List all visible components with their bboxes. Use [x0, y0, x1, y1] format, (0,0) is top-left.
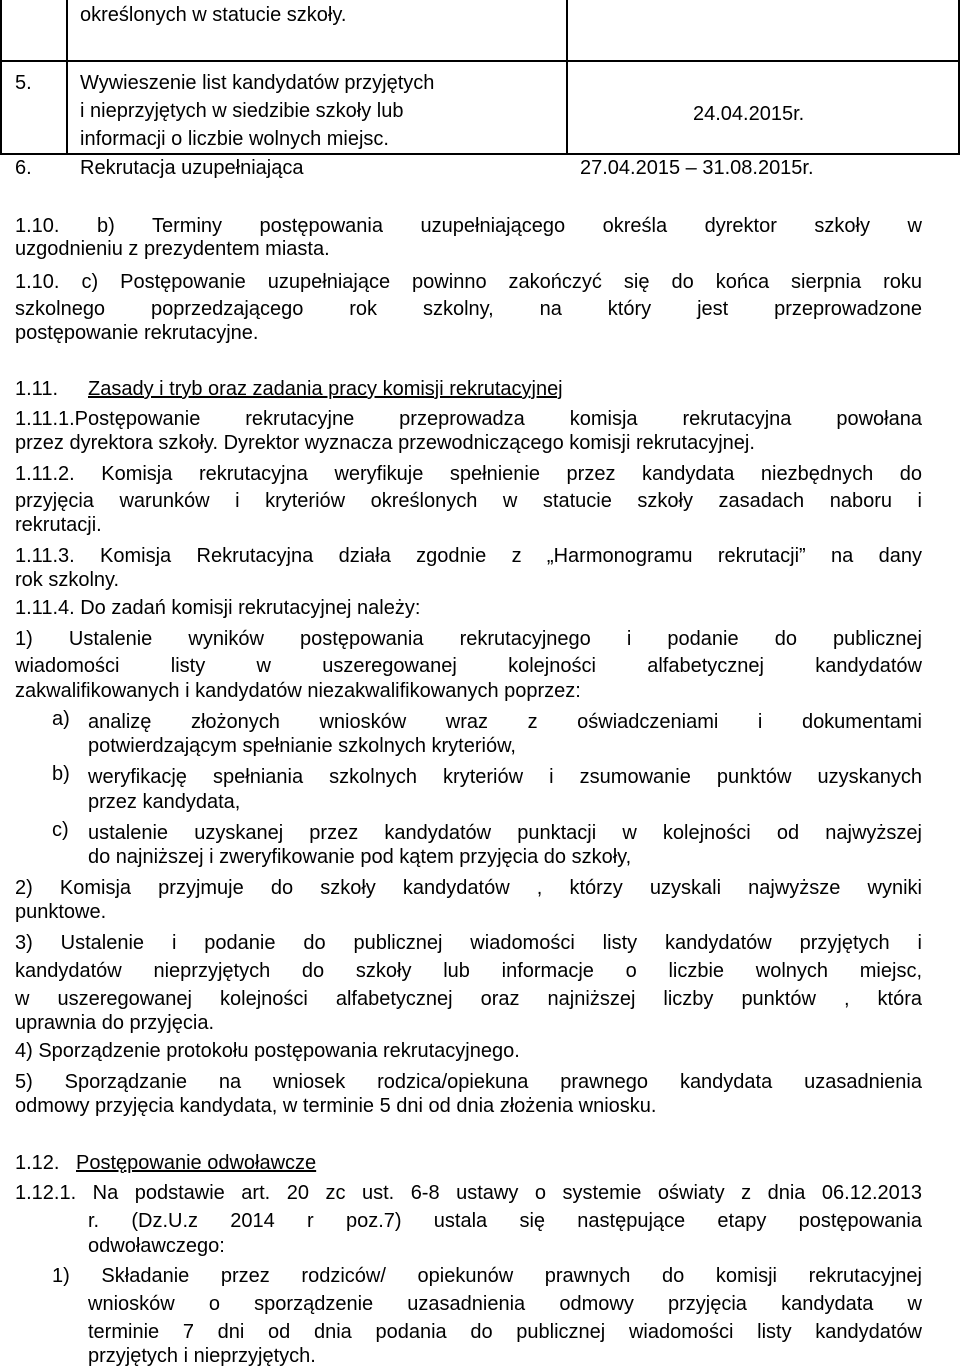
text-line: przyjęcia warunków i kryteriów określonych w statucie szkoły zasadach naboru i — [15, 490, 922, 512]
text-line: wiadomości listy w uszeregowanej kolejności alfabetycznej kandydatów — [15, 655, 922, 677]
text-line: potwierdzającym spełnianie szkolnych kryteriów, — [88, 735, 516, 757]
text-line: 3) Ustalenie i podanie do publicznej wiadomości listy kandydatów przyjętych i — [15, 932, 922, 954]
text-line: odwoławczego: — [88, 1235, 225, 1257]
table-cell: określonych w statucie szkoły. — [80, 4, 347, 26]
list-label: b) — [52, 763, 70, 785]
table-date: 27.04.2015 – 31.08.2015r. — [580, 157, 814, 179]
table-border-col1 — [66, 0, 68, 155]
table-cell: Rekrutacja uzupełniająca — [80, 157, 304, 179]
table-cell: informacji o liczbie wolnych miejsc. — [80, 128, 389, 150]
text-line: uzgodnieniu z prezydentem miasta. — [15, 238, 330, 260]
text-line: przez kandydata, — [88, 791, 241, 813]
text-line: przyjętych i nieprzyjętych. — [88, 1345, 316, 1367]
table-date: 24.04.2015r. — [693, 103, 805, 125]
text-line: wniosków o sporządzenie uzasadnienia odmowy przyjęcia kandydata w — [88, 1293, 922, 1315]
text-line: postępowanie rekrutacyjne. — [15, 322, 259, 344]
table-row-divider — [0, 153, 960, 155]
text-line: 1.10. b) Terminy postępowania uzupełniającego określa dyrektor szkoły w — [15, 215, 922, 237]
text-line: 1.10. c) Postępowanie uzupełniające powinno zakończyć się do końca sierpnia roku — [15, 271, 922, 293]
table-row-number: 5. — [15, 72, 32, 94]
text-line: zakwalifikowanych i kandydatów niezakwalifikowanych poprzez: — [15, 680, 581, 702]
text-line: do najniższej i zweryfikowanie pod kątem przyjęcia do szkoły, — [88, 846, 632, 868]
text-line: 5) Sporządzanie na wniosek rodzica/opiekuna prawnego kandydata uzasadnienia — [15, 1071, 922, 1093]
section-number: 1.11. — [15, 378, 58, 400]
text-line: kandydatów nieprzyjętych do szkoły lub informacje o liczbie wolnych miejsc, — [15, 960, 922, 982]
table-border-col2 — [566, 0, 568, 155]
text-line: w uszeregowanej kolejności alfabetycznej oraz najniższej liczby punktów , która — [15, 988, 922, 1010]
text-line: 1.11.1.Postępowanie rekrutacyjne przeprowadza komisja rekrutacyjna powołana — [15, 408, 922, 430]
table-row-divider — [0, 60, 960, 62]
text-line: r. (Dz.U.z 2014 r poz.7) ustala się następujące etapy postępowania — [88, 1210, 922, 1232]
section-title: Zasady i tryb oraz zadania pracy komisji rekrutacyjnej — [88, 378, 563, 400]
text-line: 2) Komisja przyjmuje do szkoły kandydatów , którzy uzyskali najwyższe wyniki — [15, 877, 922, 899]
paragraph-1-11-4: 1.11.4. Do zadań komisji rekrutacyjnej należy: — [15, 597, 421, 619]
text-line: 1) Składanie przez rodziców/ opiekunów prawnych do komisji rekrutacyjnej — [52, 1265, 922, 1287]
section-title: Postępowanie odwoławcze — [76, 1152, 317, 1174]
text-line: analizę złożonych wniosków wraz z oświadczeniami i dokumentami — [88, 711, 922, 733]
list-item-4: 4) Sporządzenie protokołu postępowania rekrutacyjnego. — [15, 1040, 520, 1062]
text-line: rekrutacji. — [15, 514, 102, 536]
table-row-number: 6. — [15, 157, 32, 179]
section-number: 1.12. — [15, 1152, 60, 1174]
text-line: weryfikację spełniania szkolnych kryteriów i zsumowanie punktów uzyskanych — [88, 766, 922, 788]
table-border-left — [0, 0, 2, 155]
text-line: 1.12.1. Na podstawie art. 20 zc ust. 6-8 ustawy o systemie oświaty z dnia 06.12.2013 — [15, 1182, 922, 1204]
text-line: szkolnego poprzedzającego rok szkolny, na który jest przeprowadzone — [15, 298, 922, 320]
text-line: punktowe. — [15, 901, 107, 923]
text-line: rok szkolny. — [15, 569, 120, 591]
text-line: 1.11.2. Komisja rekrutacyjna weryfikuje spełnienie przez kandydata niezbędnych do — [15, 463, 922, 485]
text-line: uprawnia do przyjęcia. — [15, 1012, 214, 1034]
text-line: terminie 7 dni od dnia podania do publicznej wiadomości listy kandydatów — [88, 1321, 922, 1343]
list-label: a) — [52, 708, 70, 730]
table-cell: i nieprzyjętych w siedzibie szkoły lub — [80, 100, 404, 122]
text-line: 1) Ustalenie wyników postępowania rekrutacyjnego i podanie do publicznej — [15, 628, 922, 650]
text-line: ustalenie uzyskanej przez kandydatów punktacji w kolejności od najwyższej — [88, 822, 922, 844]
table-cell: Wywieszenie list kandydatów przyjętych — [80, 72, 435, 94]
text-line: odmowy przyjęcia kandydata, w terminie 5 dni od dnia złożenia wniosku. — [15, 1095, 657, 1117]
text-line: 1.11.3. Komisja Rekrutacyjna działa zgodnie z „Harmonogramu rekrutacji” na dany — [15, 545, 922, 567]
text-line: przez dyrektora szkoły. Dyrektor wyznacza przewodniczącego komisji rekrutacyjnej. — [15, 432, 755, 454]
list-label: c) — [52, 819, 69, 841]
